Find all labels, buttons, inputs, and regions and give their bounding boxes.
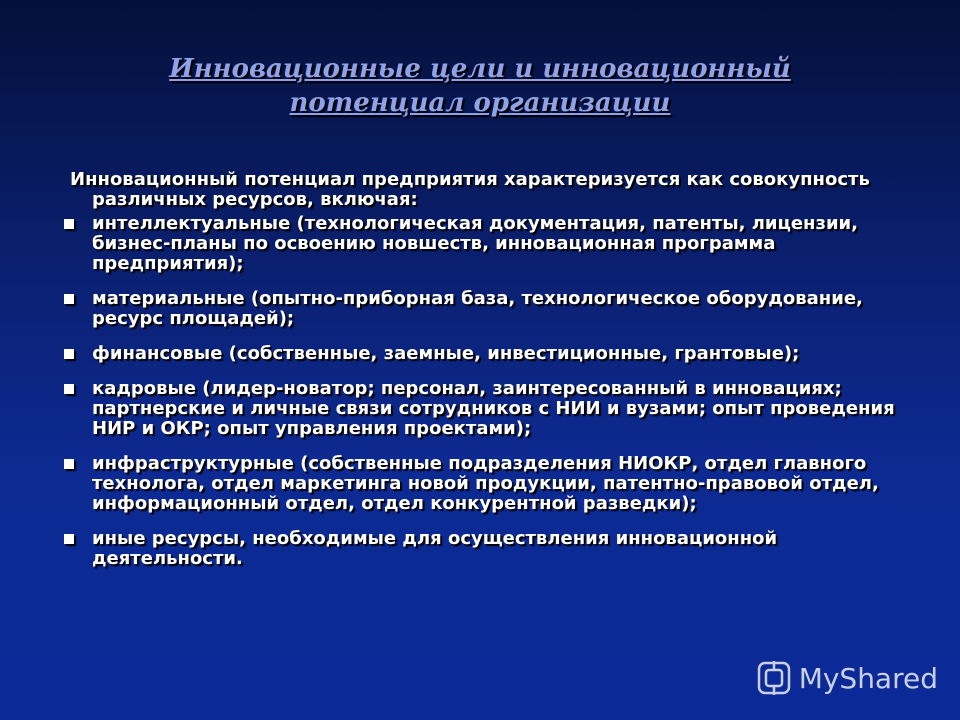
list-item-text: материальные (опытно-приборная база, технологическое оборудование, ресурс площадей); bbox=[92, 288, 863, 329]
watermark-logo bbox=[757, 658, 938, 698]
resource-list bbox=[60, 214, 900, 584]
square-bullet-icon bbox=[64, 349, 74, 359]
list-item bbox=[60, 529, 900, 569]
watermark-text: MyShared bbox=[798, 661, 938, 695]
list-item bbox=[60, 289, 900, 329]
intro-text: Инновационный потенциал предприятия характеризуется как совокупность различных ресурсов, включая: bbox=[70, 169, 870, 210]
square-bullet-icon bbox=[64, 294, 74, 304]
list-item bbox=[60, 379, 900, 439]
square-bullet-icon bbox=[64, 384, 74, 394]
myshared-logo-icon bbox=[757, 661, 791, 695]
list-item-text: кадровые (лидер-новатор; персонал, заинтересованный в инновациях; партнерские и личные связи сотрудников с НИИ и вузами; опыт проведения НИР и ОКР; опыт управления проектами); bbox=[92, 378, 895, 439]
list-item-text: инфраструктурные (собственные подразделения НИОКР, отдел главного технолога, отдел маркетинга новой продукции, патентно-правовой отдел, информационный отдел, отдел конкурентной разведки); bbox=[92, 453, 879, 514]
square-bullet-icon bbox=[64, 534, 74, 544]
slide-title: Инновационные цели и инновационный потенциал организации bbox=[169, 54, 791, 118]
list-item bbox=[60, 344, 900, 364]
list-item-text: финансовые (собственные, заемные, инвестиционные, грантовые); bbox=[92, 343, 800, 364]
square-bullet-icon bbox=[64, 459, 74, 469]
list-item bbox=[60, 214, 900, 274]
list-item-text: иные ресурсы, необходимые для осуществления инновационной деятельности. bbox=[92, 528, 778, 569]
list-item-text: интеллектуальные (технологическая документация, патенты, лицензии, бизнес-планы по освоению новшеств, инновационная программа предприятия); bbox=[92, 213, 859, 274]
list-item bbox=[60, 454, 900, 514]
square-bullet-icon bbox=[64, 219, 74, 229]
